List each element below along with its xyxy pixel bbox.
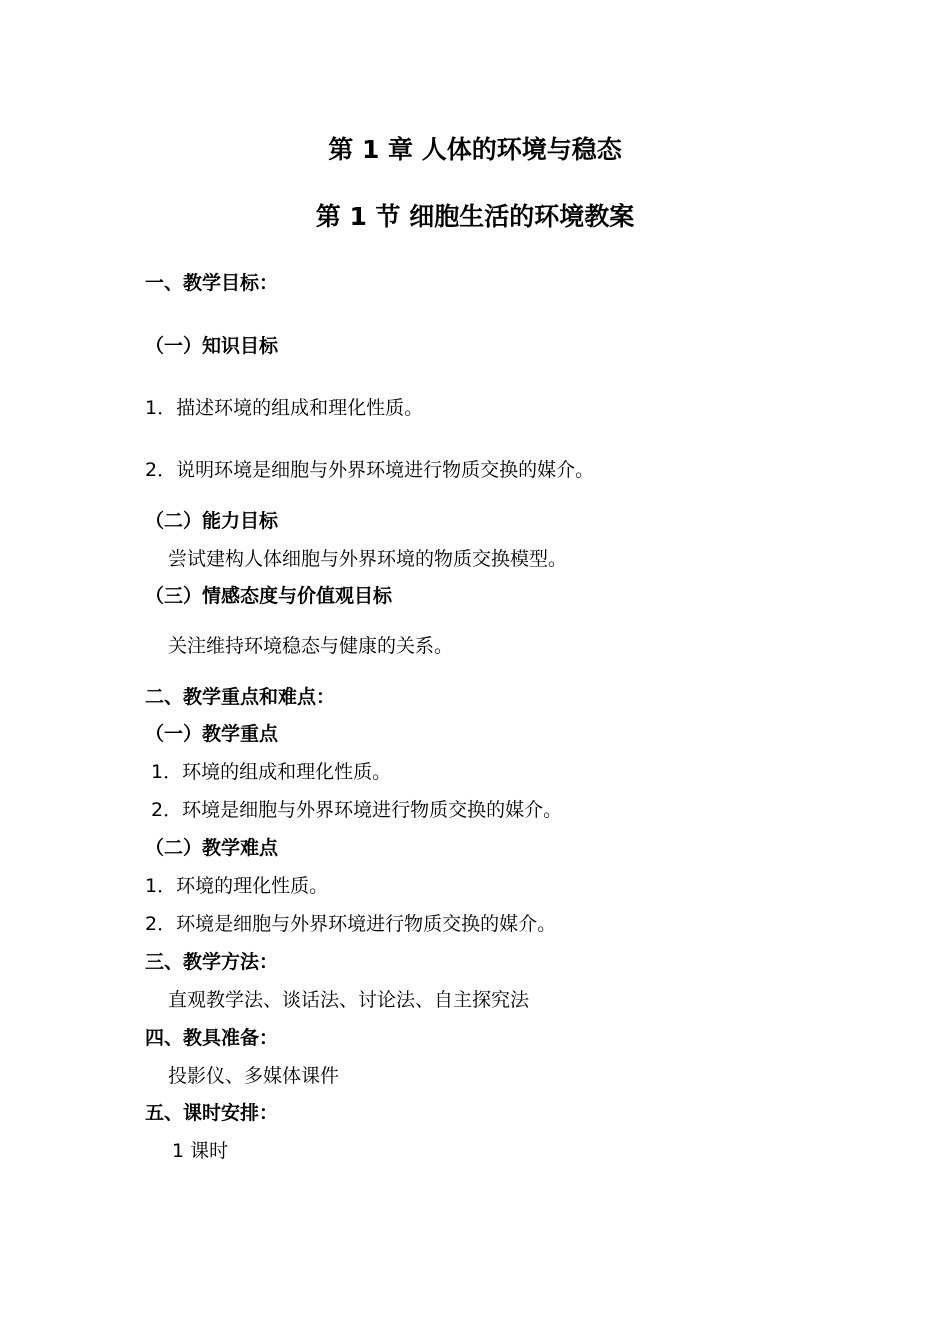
section-heading-schedule: 五、课时安排： bbox=[145, 1102, 279, 1124]
section-title: 第 1 节 细胞生活的环境教案 bbox=[315, 202, 635, 231]
section-heading-key-points: 二、教学重点和难点： bbox=[145, 686, 336, 708]
list-item: 2．说明环境是细胞与外界环境进行物质交换的媒介。 bbox=[145, 459, 595, 481]
list-item: 2．环境是细胞与外界环境进行物质交换的媒介。 bbox=[151, 799, 563, 821]
list-item: 1．描述环境的组成和理化性质。 bbox=[145, 397, 424, 419]
subheading-difficulties: （二）教学难点 bbox=[145, 837, 279, 859]
list-item: 2．环境是细胞与外界环境进行物质交换的媒介。 bbox=[145, 913, 557, 935]
paragraph: 直观教学法、谈话法、讨论法、自主探究法 bbox=[168, 989, 530, 1011]
list-item: 1．环境的组成和理化性质。 bbox=[151, 761, 392, 783]
subheading-attitude-goals: （三）情感态度与价值观目标 bbox=[145, 585, 393, 607]
paragraph: 关注维持环境稳态与健康的关系。 bbox=[168, 635, 454, 657]
subheading-ability-goals: （二）能力目标 bbox=[145, 510, 279, 532]
subheading-knowledge-goals: （一）知识目标 bbox=[145, 335, 279, 357]
list-item: 1．环境的理化性质。 bbox=[145, 875, 329, 897]
paragraph: 尝试建构人体细胞与外界环境的物质交换模型。 bbox=[168, 548, 568, 570]
section-heading-methods: 三、教学方法： bbox=[145, 951, 279, 973]
paragraph: 投影仪、多媒体课件 bbox=[168, 1065, 340, 1087]
section-heading-objectives: 一、教学目标： bbox=[145, 272, 279, 294]
section-heading-teaching-aids: 四、教具准备： bbox=[145, 1027, 279, 1049]
subheading-key-points: （一）教学重点 bbox=[145, 723, 279, 745]
paragraph: 1 课时 bbox=[172, 1140, 229, 1162]
chapter-title: 第 1 章 人体的环境与稳态 bbox=[328, 135, 622, 164]
